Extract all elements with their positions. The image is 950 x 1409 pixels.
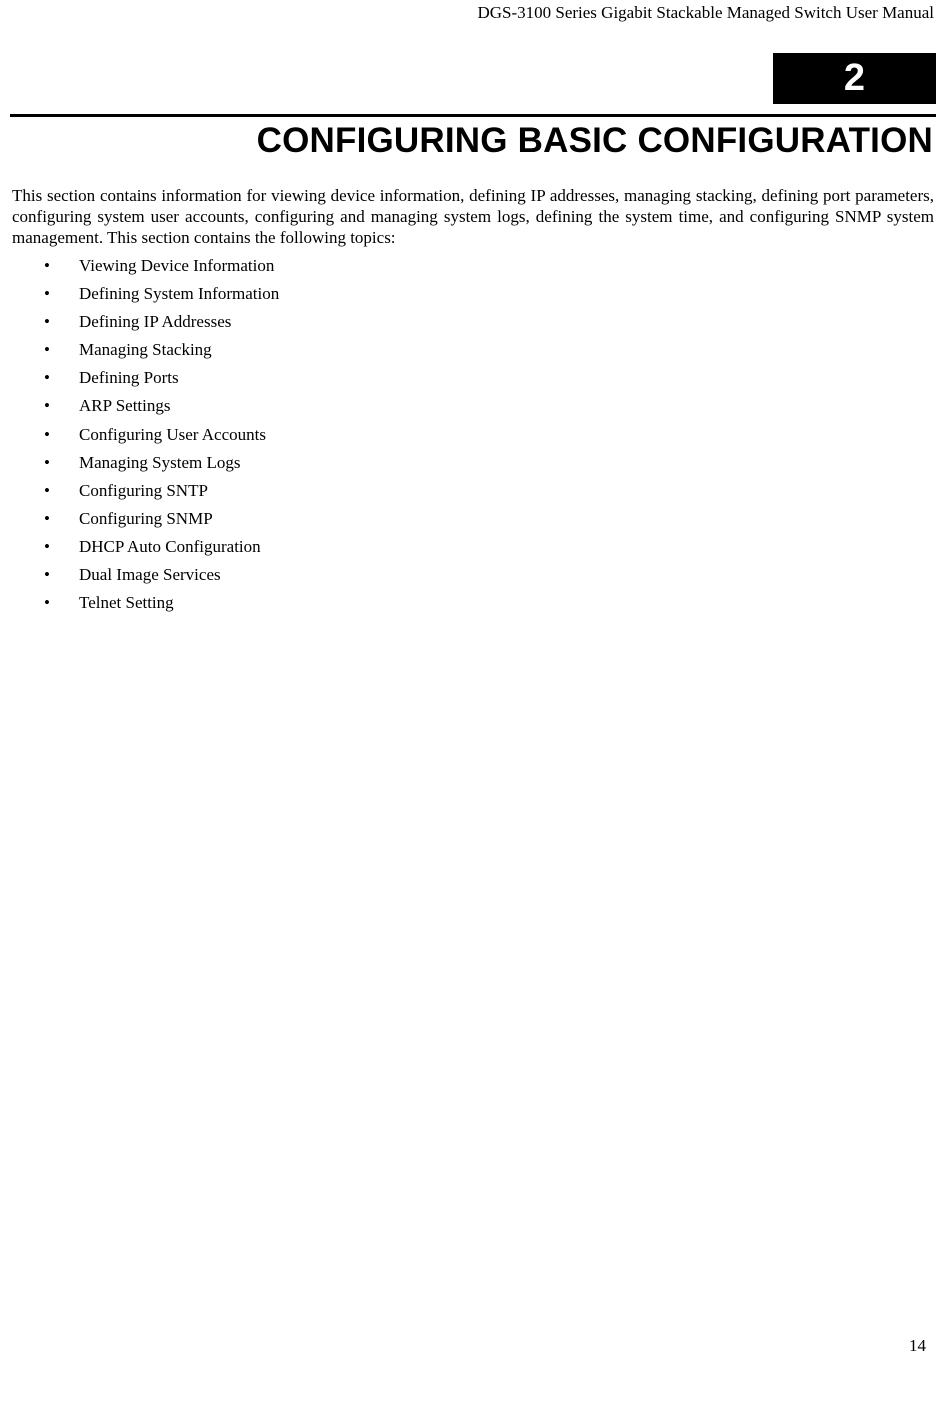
chapter-number-badge: 2: [773, 53, 936, 104]
topic-label: Defining System Information: [79, 284, 280, 304]
bullet-icon: •: [44, 508, 50, 528]
topic-label: Dual Image Services: [79, 565, 221, 585]
topic-label: Configuring SNTP: [79, 480, 208, 500]
page-number: 14: [909, 1336, 926, 1355]
bullet-icon: •: [44, 368, 50, 388]
topic-label: Configuring SNMP: [79, 508, 213, 528]
bullet-icon: •: [44, 396, 50, 416]
bullet-icon: •: [44, 256, 50, 275]
topic-label: Defining IP Addresses: [79, 312, 232, 332]
topic-label: ARP Settings: [79, 396, 171, 416]
bullet-icon: •: [44, 424, 50, 444]
chapter-title: CONFIGURING BASIC CONFIGURATION: [256, 121, 933, 160]
chapter-rule-divider: [10, 114, 936, 117]
topic-label: Viewing Device Information: [79, 256, 275, 275]
topic-label: DHCP Auto Configuration: [79, 536, 261, 556]
bullet-icon: •: [44, 565, 50, 585]
bullet-icon: •: [44, 284, 50, 304]
bullet-icon: •: [44, 593, 50, 613]
bullet-icon: •: [44, 340, 50, 360]
bullet-icon: •: [44, 452, 50, 472]
topic-label: Defining Ports: [79, 368, 179, 388]
topic-label: Telnet Setting: [79, 593, 174, 613]
topic-label: Managing System Logs: [79, 452, 241, 472]
bullet-icon: •: [44, 312, 50, 332]
bullet-icon: •: [44, 536, 50, 556]
topic-label: Managing Stacking: [79, 340, 212, 360]
running-header: DGS-3100 Series Gigabit Stackable Managed Switch User Manual: [477, 3, 934, 22]
topic-label: Configuring User Accounts: [79, 424, 266, 444]
intro-paragraph: This section contains information for viewing device information, defining IP addresses, managing stacking, defining port parameters, configuring system user accounts, configuring and managing system logs, defining the system time, and configuring SNMP system management. This section contains the following topics:: [12, 186, 934, 247]
bullet-icon: •: [44, 480, 50, 500]
